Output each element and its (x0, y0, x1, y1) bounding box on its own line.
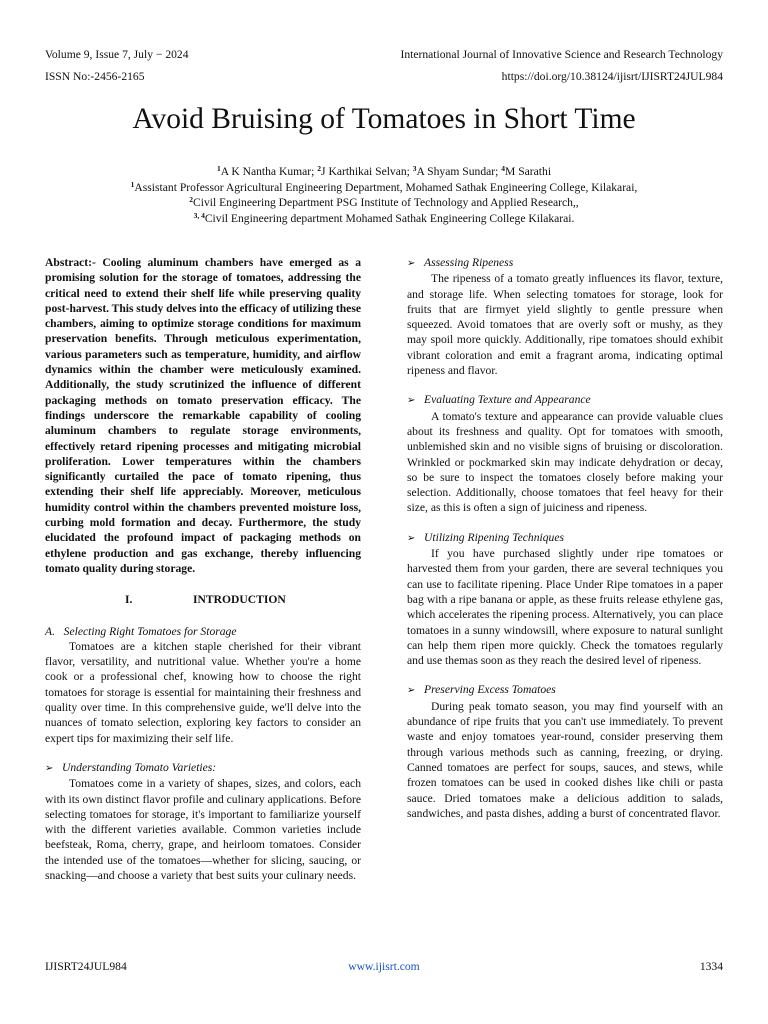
varieties-paragraph: Tomatoes come in a variety of shapes, sizes, and colors, each with its own distinct flavor profile and culinary applications. Before selecting tomatoes for storage, it's important to familiarize yourself with the different varieties available. Common varieties include beefsteak, Roma, cherry, grape, and heirloom tomatoes. Consider the intended use of the tomatoes—whether for slicing, saucing, or snacking—and choose a variety that best suits your culinary needs. (45, 777, 361, 882)
intro-paragraph: Tomatoes are a kitchen staple cherished for their vibrant flavor, versatility, and nutritional value. Whether you're a home cook or a professional chef, knowing how to choose the right tomatoes for storage is essential for maintaining their freshness and quality over time. In this comprehensive guide, we'll delve into the nuances of tomato selection, exploring key factors to consider an expert tips for maximizing their self life. (45, 639, 361, 745)
bullet-techniques-heading: Utilizing Ripening Techniques (424, 530, 564, 544)
ripeness-paragraph: The ripeness of a tomato greatly influences its flavor, texture, and storage life. When selecting tomatoes for storage, look for fruits that are firmyet yield slightly to gentle pressure when squeezed. Avoid tomatoes that are overly soft or mushy, as they may spoil more quickly. Additionally, ripe tomatoes should exhibit vibrant coloration and emit a fragrant aroma, indicating optimal ripeness and flavor. (407, 272, 723, 378)
arrow-bullet-icon: ➢ (407, 685, 416, 697)
author-2-sup: 2 (317, 164, 322, 173)
bullet-ripeness-heading: Assessing Ripeness (424, 256, 514, 269)
author-4: M Sarathi (505, 165, 552, 178)
bullet-preserving (407, 682, 723, 698)
arrow-bullet-icon: ➢ (407, 395, 416, 407)
affiliation-2-sup: 2 (189, 195, 194, 204)
arrow-bullet-icon: ➢ (45, 762, 54, 774)
footer-paper-id: IJISRT24JUL984 (45, 960, 127, 973)
affiliation-1 (0, 180, 768, 196)
bullet-preserving-heading: Preserving Excess Tomatoes (424, 683, 556, 697)
bullet-texture-heading: Evaluating Texture and Appearance (424, 393, 591, 407)
author-2: J Karthikai Selvan; (321, 165, 413, 178)
right-column (407, 255, 723, 821)
author-1: A K Nantha Kumar; (220, 165, 318, 178)
page-number: 1334 (699, 960, 723, 973)
section-title: INTRODUCTION (193, 593, 286, 607)
affiliation-3 (0, 211, 768, 227)
section-heading-introduction (45, 592, 361, 607)
affiliation-2-text: Civil Engineering Department PSG Institute of Technology and Applied Research,, (193, 196, 579, 209)
author-block (0, 164, 768, 226)
journal-name: International Journal of Innovative Science and Research Technology (400, 48, 723, 61)
arrow-bullet-icon: ➢ (407, 258, 416, 269)
bullet-ripeness (407, 255, 723, 271)
author-1-sup: 1 (216, 164, 221, 173)
affiliation-3-sup: 3, 4 (193, 210, 205, 220)
texture-paragraph: A tomato's texture and appearance can provide valuable clues about its freshness and quality. Opt for tomatoes with smooth, unblemished skin and no visible signs of bruising or discoloration. Wrinkled or pockmarked skin may indicate dehydration or decay, so be sure to inspect the tomatoes closely before making your selection. Additionally, choose tomatoes that feel heavy for their size, as this is often a sign of juiciness and ripeness. (407, 409, 723, 515)
affiliation-1-sup: 1 (130, 179, 135, 189)
bullet-varieties (45, 760, 361, 776)
volume-issue: Volume 9, Issue 7, July − 2024 (45, 48, 189, 61)
bullet-texture (407, 392, 723, 408)
affiliation-2 (0, 195, 768, 211)
subsection-heading-a: A. Selecting Right Tomatoes for Storage (45, 624, 237, 638)
author-4-sup: 4 (501, 164, 505, 173)
bullet-techniques (407, 530, 723, 546)
doi-link[interactable]: https://doi.org/10.38124/ijisrt/IJISRT24JUL984 (501, 70, 723, 83)
footer-website-link[interactable]: www.ijisrt.com (348, 960, 420, 973)
affiliation-1-text: Assistant Professor Agricultural Engineering Department, Mohamed Sathak Engineering College, Kilakarai, (134, 180, 638, 194)
left-column (45, 255, 361, 883)
abstract: Abstract:- Cooling aluminum chambers have emerged as a promising solution for the storage of tomatoes, addressing the critical need to extend their shelf life while preserving quality post-harvest. This study delves into the efficacy of utilizing these chambers, aiming to optimize storage conditions for maximum preservation benefits. Through meticulous experimentation, various parameters such as temperature, humidity, and airflow dynamics within the chamber were meticulously examined. Additionally, the study scrutinized the influence of different packaging methods on tomato preservation efficacy. The findings underscore the remarkable capability of cooling aluminum chambers to regulate storage environments, effectively retard ripening processes and mitigating microbial proliferation. Lower temperatures within the chambers significantly curtailed the pace of tomato ripening, thus extending their shelf life appreciably. Moreover, meticulous humidity control within the chambers prevented moisture loss, curbing mold formation and decay. Furthermore, the study elucidated the profound impact of packaging methods on ethylene production and gas exchange, thereby influencing tomato quality during storage. (45, 256, 361, 575)
author-list (0, 164, 768, 180)
techniques-paragraph: If you have purchased slightly under ripe tomatoes or harvested them from your garden, there are several techniques you can use to facilitate ripening. Place Under Ripe tomatoes in a paper bag with a ripe banana or apple, as these fruits release ethylene gas, which accelerates the ripening process. Alternatively, you can place tomatoes in a sunny windowsill, where exposure to natural sunlight can help them ripen more quickly. Check the tomatoes regularly and use themas soon as they reach the desired level of ripeness. (407, 547, 723, 668)
paper-title: Avoid Bruising of Tomatoes in Short Time (132, 103, 636, 135)
arrow-bullet-icon: ➢ (407, 532, 416, 544)
bullet-varieties-heading: Understanding Tomato Varieties: (62, 760, 217, 774)
section-number: I. (125, 593, 133, 607)
issn: ISSN No:-2456-2165 (45, 70, 145, 83)
preserving-paragraph: During peak tomato season, you may find yourself with an abundance of ripe fruits that you can't use immediately. To prevent waste and enjoy tomatoes year-round, consider preserving them through various methods such as canning, freezing, or drying. Canned tomatoes are perfect for soups, sauces, and stews, while frozen tomatoes can be used in cooked dishes like chili or pasta sauce. Dried tomatoes make a delicious addition to salads, sandwiches, and pasta dishes, adding a burst of concentrated flavor. (407, 699, 723, 820)
author-3: A Shyam Sundar; (416, 165, 502, 178)
affiliation-3-text: Civil Engineering department Mohamed Sathak Engineering College Kilakarai. (204, 211, 575, 225)
author-3-sup: 3 (412, 164, 417, 173)
